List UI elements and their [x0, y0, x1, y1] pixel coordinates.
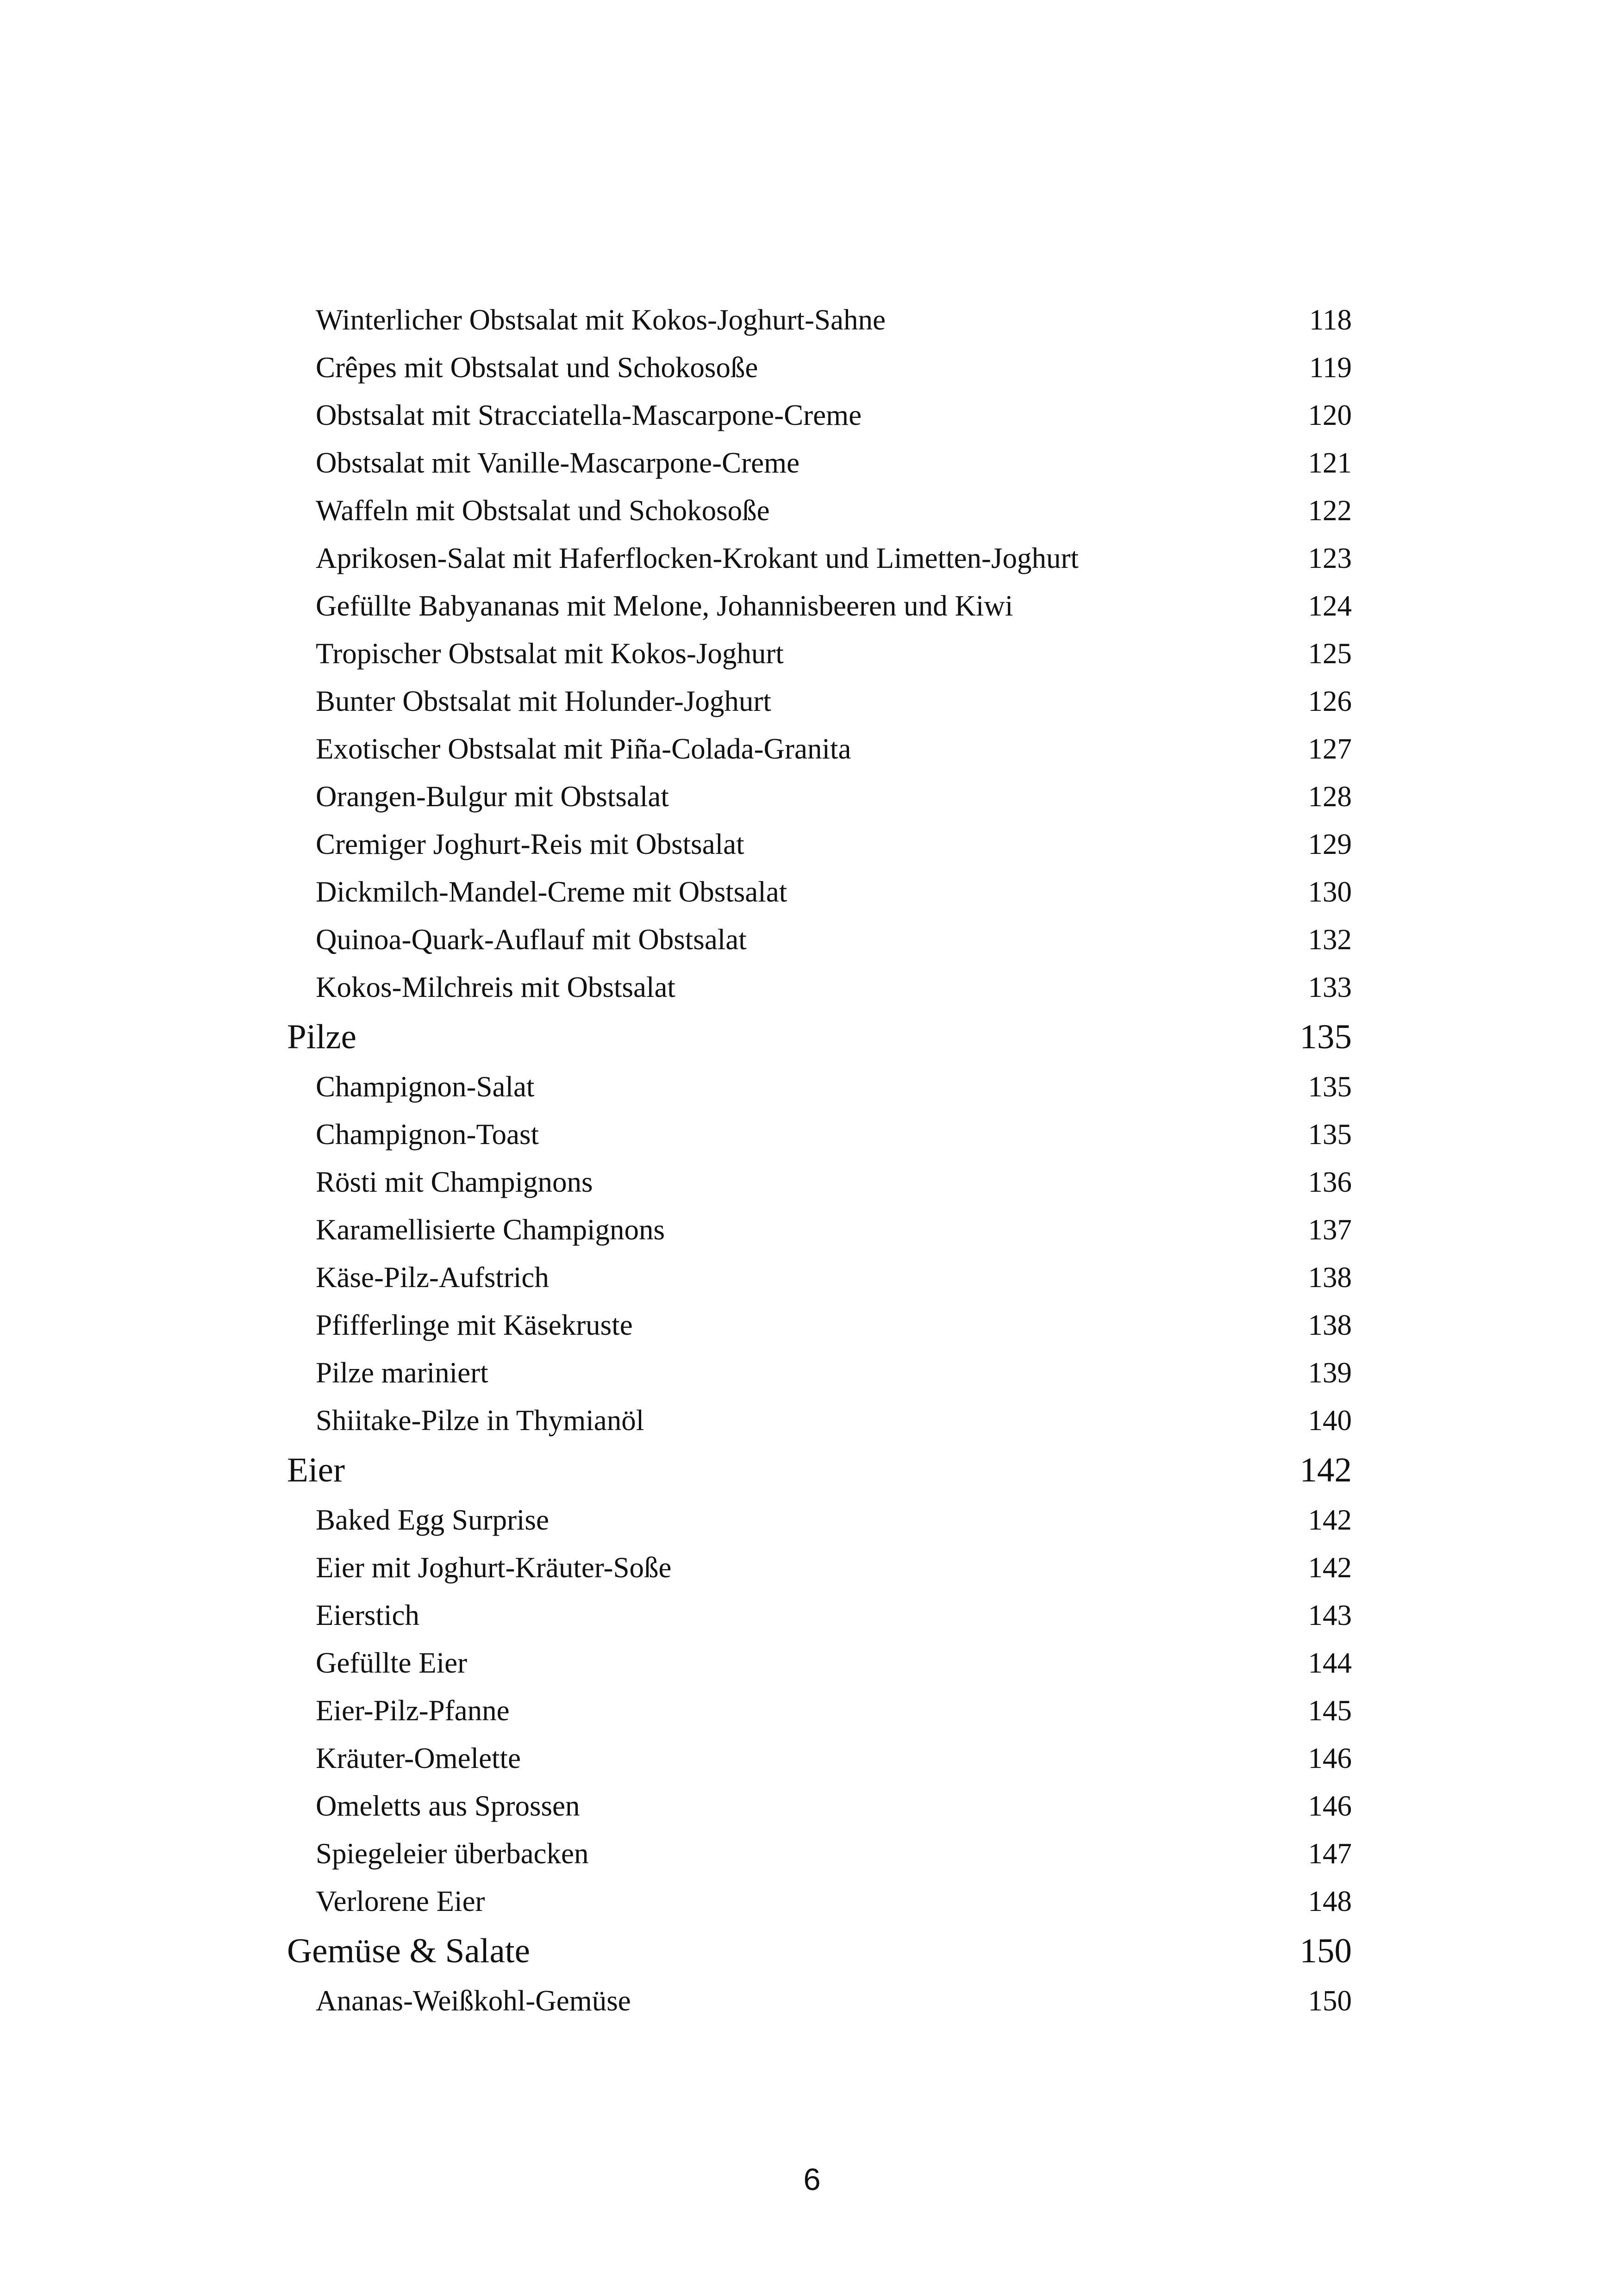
toc-entry[interactable]: [287, 725, 1352, 773]
toc-entry-page-number: 123: [1308, 542, 1352, 574]
toc-entry[interactable]: [287, 1254, 1352, 1301]
toc-entry-title: Gefüllte Babyananas mit Melone, Johannisbeeren und Kiwi: [316, 590, 1013, 622]
toc-entry[interactable]: [287, 821, 1352, 868]
toc-entry-page-number: 127: [1308, 733, 1352, 765]
toc-chapter-title: Eier: [287, 1451, 345, 1489]
toc-entry-page-number: 124: [1308, 590, 1352, 622]
toc-entry-title: Eier mit Joghurt-Kräuter-Soße: [316, 1551, 672, 1584]
toc-entry-page-number: 140: [1308, 1404, 1352, 1437]
toc-entry-page-number: 136: [1308, 1166, 1352, 1198]
toc-entry-page-number: 130: [1308, 876, 1352, 908]
toc-entry-title: Quinoa-Quark-Auflauf mit Obstsalat: [316, 923, 747, 956]
toc-entry-page-number: 119: [1309, 351, 1352, 384]
toc-entry[interactable]: [287, 1206, 1352, 1254]
toc-entry[interactable]: [287, 344, 1352, 392]
toc-entry[interactable]: [287, 773, 1352, 821]
toc-entry[interactable]: [287, 1977, 1352, 2025]
toc-entry-title: Exotischer Obstsalat mit Piña-Colada-Granita: [316, 733, 851, 765]
toc-entry[interactable]: [287, 964, 1352, 1011]
toc-entry-page-number: 143: [1308, 1599, 1352, 1631]
toc-entry-page-number: 121: [1308, 447, 1352, 479]
toc-entry-title: Eier-Pilz-Pfanne: [316, 1694, 510, 1727]
toc-entry-page-number: 122: [1308, 494, 1352, 527]
page-number: 6: [803, 2162, 821, 2197]
toc-chapter-heading[interactable]: [287, 1011, 1352, 1063]
toc-entry[interactable]: [287, 582, 1352, 630]
toc-entry-title: Bunter Obstsalat mit Holunder-Joghurt: [316, 685, 771, 717]
toc-entry[interactable]: [287, 1301, 1352, 1349]
toc-entry-title: Champignon-Toast: [316, 1118, 539, 1151]
toc-entry-page-number: 148: [1308, 1885, 1352, 1917]
toc-entry[interactable]: [287, 1111, 1352, 1158]
table-of-contents: [287, 296, 1352, 2025]
toc-entry-page-number: 142: [1308, 1504, 1352, 1536]
toc-chapter-title: Pilze: [287, 1018, 356, 1056]
toc-entry[interactable]: [287, 678, 1352, 725]
toc-entry-page-number: 128: [1308, 780, 1352, 813]
toc-entry[interactable]: [287, 1397, 1352, 1444]
toc-entry-title: Champignon-Salat: [316, 1070, 535, 1103]
toc-entry-title: Tropischer Obstsalat mit Kokos-Joghurt: [316, 637, 784, 670]
toc-entry[interactable]: [287, 1349, 1352, 1397]
toc-entry-title: Ananas-Weißkohl-Gemüse: [316, 1985, 631, 2017]
toc-entry[interactable]: [287, 487, 1352, 535]
toc-entry-title: Verlorene Eier: [316, 1885, 485, 1917]
toc-entry-title: Pfifferlinge mit Käsekruste: [316, 1309, 633, 1341]
toc-entry-title: Pilze mariniert: [316, 1356, 488, 1389]
toc-entry-page-number: 126: [1308, 685, 1352, 717]
toc-entry-title: Kokos-Milchreis mit Obstsalat: [316, 971, 675, 1003]
toc-entry-page-number: 142: [1308, 1551, 1352, 1584]
toc-entry-page-number: 146: [1308, 1742, 1352, 1774]
toc-entry-page-number: 147: [1308, 1837, 1352, 1870]
toc-entry-page-number: 135: [1308, 1118, 1352, 1151]
toc-chapter-page-number: 142: [1299, 1451, 1352, 1489]
toc-entry-page-number: 132: [1308, 923, 1352, 956]
toc-entry[interactable]: [287, 1592, 1352, 1639]
toc-entry-page-number: 138: [1308, 1309, 1352, 1341]
toc-entry-title: Orangen-Bulgur mit Obstsalat: [316, 780, 669, 813]
toc-entry-title: Eierstich: [316, 1599, 419, 1631]
toc-entry-page-number: 144: [1308, 1647, 1352, 1679]
toc-entry-title: Crêpes mit Obstsalat und Schokosoße: [316, 351, 758, 384]
toc-entry[interactable]: [287, 630, 1352, 678]
toc-entry[interactable]: [287, 1830, 1352, 1878]
toc-entry-title: Winterlicher Obstsalat mit Kokos-Joghurt-Sahne: [316, 304, 886, 336]
toc-entry-title: Obstsalat mit Stracciatella-Mascarpone-Creme: [316, 399, 862, 431]
toc-entry[interactable]: [287, 1782, 1352, 1830]
toc-entry-title: Shiitake-Pilze in Thymianöl: [316, 1404, 644, 1437]
toc-entry[interactable]: [287, 296, 1352, 344]
toc-entry-page-number: 145: [1308, 1694, 1352, 1727]
toc-entry-title: Kräuter-Omelette: [316, 1742, 521, 1774]
toc-entry-page-number: 120: [1308, 399, 1352, 431]
toc-entry-title: Cremiger Joghurt-Reis mit Obstsalat: [316, 828, 744, 860]
toc-entry-title: Omeletts aus Sprossen: [316, 1790, 580, 1822]
toc-entry-page-number: 150: [1308, 1985, 1352, 2017]
toc-entry-page-number: 118: [1309, 304, 1352, 336]
toc-chapter-title: Gemüse & Salate: [287, 1932, 530, 1970]
toc-entry-title: Rösti mit Champignons: [316, 1166, 593, 1198]
toc-entry[interactable]: [287, 868, 1352, 916]
toc-entry-title: Spiegeleier überbacken: [316, 1837, 589, 1870]
toc-entry-page-number: 125: [1308, 637, 1352, 670]
toc-entry-page-number: 138: [1308, 1261, 1352, 1294]
toc-entry[interactable]: [287, 1735, 1352, 1782]
toc-entry-page-number: 139: [1308, 1356, 1352, 1389]
toc-chapter-heading[interactable]: [287, 1444, 1352, 1496]
toc-entry[interactable]: [287, 439, 1352, 487]
toc-entry-title: Baked Egg Surprise: [316, 1504, 549, 1536]
toc-chapter-page-number: 135: [1299, 1018, 1352, 1056]
toc-entry[interactable]: [287, 392, 1352, 439]
toc-entry-page-number: 135: [1308, 1070, 1352, 1103]
toc-chapter-heading[interactable]: [287, 1925, 1352, 1977]
toc-entry[interactable]: [287, 1063, 1352, 1111]
toc-entry-title: Karamellisierte Champignons: [316, 1213, 665, 1246]
toc-entry-page-number: 146: [1308, 1790, 1352, 1822]
toc-entry-title: Obstsalat mit Vanille-Mascarpone-Creme: [316, 447, 800, 479]
toc-entry[interactable]: [287, 1687, 1352, 1735]
toc-entry[interactable]: [287, 916, 1352, 964]
toc-entry-page-number: 133: [1308, 971, 1352, 1003]
toc-entry-title: Dickmilch-Mandel-Creme mit Obstsalat: [316, 876, 787, 908]
toc-entry-title: Gefüllte Eier: [316, 1647, 468, 1679]
toc-entry-title: Aprikosen-Salat mit Haferflocken-Krokant und Limetten-Joghurt: [316, 542, 1079, 574]
toc-entry-page-number: 137: [1308, 1213, 1352, 1246]
toc-entry[interactable]: [287, 1496, 1352, 1544]
toc-entry[interactable]: [287, 1544, 1352, 1592]
toc-chapter-page-number: 150: [1299, 1932, 1352, 1970]
toc-entry[interactable]: [287, 1158, 1352, 1206]
toc-entry[interactable]: [287, 1639, 1352, 1687]
toc-entry-title: Waffeln mit Obstsalat und Schokosoße: [316, 494, 770, 527]
toc-entry-title: Käse-Pilz-Aufstrich: [316, 1261, 549, 1294]
toc-entry[interactable]: [287, 1878, 1352, 1925]
toc-entry[interactable]: [287, 535, 1352, 582]
toc-entry-page-number: 129: [1308, 828, 1352, 860]
